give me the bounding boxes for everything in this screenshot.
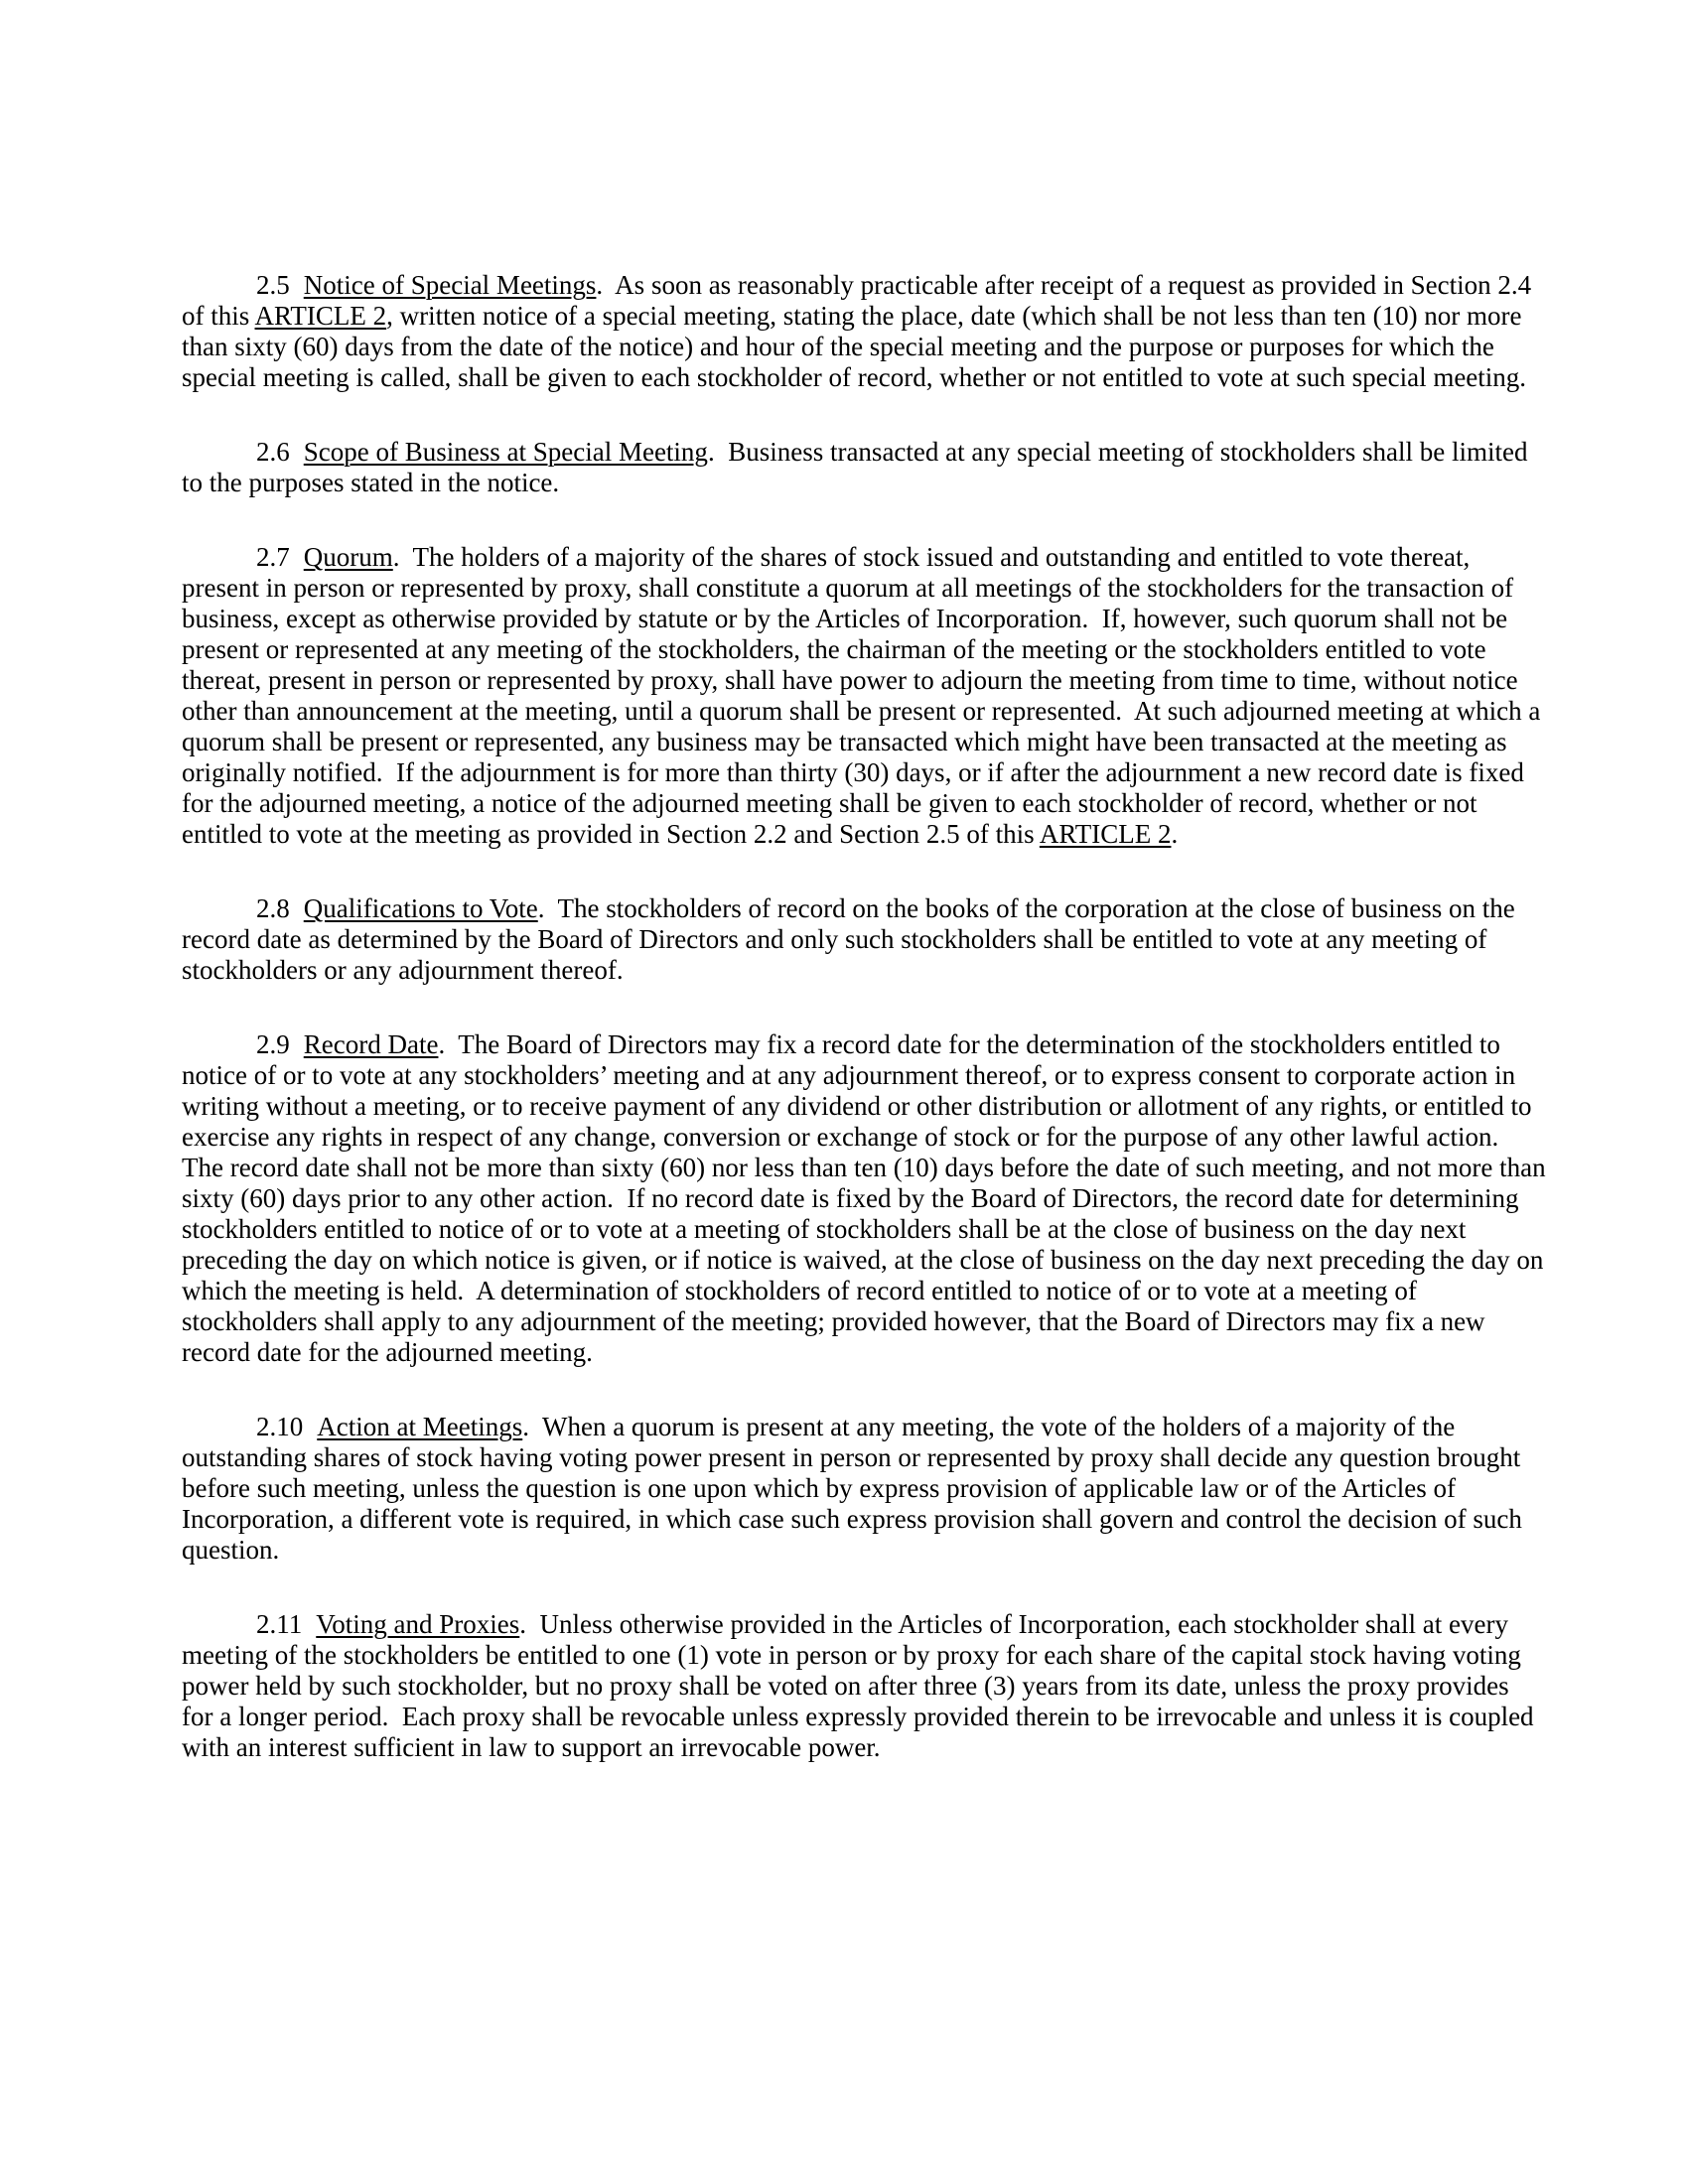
section-number: 2.6 — [256, 437, 290, 467]
section-title: Quorum — [303, 542, 393, 572]
section-paragraph-2.11 — [182, 1609, 1546, 1763]
section-title: Action at Meetings — [317, 1412, 523, 1441]
underlined-reference: ARTICLE 2 — [254, 301, 387, 331]
body-text: . — [1171, 819, 1179, 849]
section-number: 2.9 — [256, 1029, 290, 1059]
section-title: Notice of Special Meetings — [303, 270, 597, 300]
section-number: 2.5 — [256, 270, 290, 300]
body-text: . The holders of a majority of the shares of stock issued and outstanding and entitled to vote thereat, present in person or represented by proxy, shall constitute a quorum at all meetings of the stockholders for the transaction of business, except as otherwise provided by statute or by the Articles of Incorporation. If, however, such quorum shall not be present or represented at any meeting of the stockholders, the chairman of the meeting or the stockholders entitled to vote thereat, present in person or represented by proxy, shall have power to adjourn the meeting from time to time, without notice other than announcement at the meeting, until a quorum shall be present or represented. At such adjourned meeting at which a quorum shall be present or represented, any business may be transacted which might have been transacted at the meeting as originally notified. If the adjournment is for more than thirty (30) days, or if after the adjournment a new record date is fixed for the adjourned meeting, a notice of the adjourned meeting shall be given to each stockholder of record, whether or not entitled to vote at the meeting as provided in Section 2.2 and Section 2.5 of this — [182, 542, 1541, 849]
body-text: . Unless otherwise provided in the Articles of Incorporation, each stockholder shall at every meeting of the stockholders be entitled to one (1) vote in person or by proxy for each share of the capital stock having voting power held by such stockholder, but no proxy shall be voted on after three (3) years from its date, unless the proxy provides for a longer period. Each proxy shall be revocable unless expressly provided therein to be irrevocable and unless it is coupled with an interest sufficient in law to support an irrevocable power. — [182, 1609, 1534, 1762]
section-title: Qualifications to Vote — [303, 893, 538, 923]
section-paragraph-2.6 — [182, 437, 1546, 498]
section-title: Scope of Business at Special Meeting — [303, 437, 708, 467]
section-number: 2.11 — [256, 1609, 303, 1639]
section-paragraph-2.9 — [182, 1029, 1546, 1368]
section-number: 2.10 — [256, 1412, 304, 1441]
body-text: , written notice of a special meeting, stating the place, date (which shall be not less than ten (10) nor more than sixty (60) days from the date of the notice) and hour of the special meeting and the purpose or purposes for which the special meeting is called, shall be given to each stockholder of record, whether or not entitled to vote at such special meeting. — [182, 301, 1527, 392]
body-text: . Business transacted at any special meeting of stockholders shall be limited to the purposes stated in the notice. — [182, 437, 1528, 497]
section-paragraph-2.5 — [182, 270, 1546, 393]
section-paragraph-2.10 — [182, 1412, 1546, 1566]
underlined-reference: ARTICLE 2 — [1039, 819, 1172, 849]
section-title: Record Date — [303, 1029, 439, 1059]
section-title: Voting and Proxies — [316, 1609, 520, 1639]
section-paragraph-2.8 — [182, 893, 1546, 986]
body-text: . As soon as reasonably practicable after receipt of a request as provided in Section 2.4 of this — [182, 270, 1532, 331]
body-text: . The Board of Directors may fix a record date for the determination of the stockholders entitled to notice of or to vote at any stockholders’ meeting and at any adjournment thereof, or to express consent to corporate action in writing without a meeting, or to receive payment of any dividend or other distribution or allotment of any rights, or entitled to exercise any rights in respect of any change, conversion or exchange of stock or for the purpose of any other lawful action. The record date shall not be more than sixty (60) nor less than ten (10) days before the date of such meeting, and not more than sixty (60) days prior to any other action. If no record date is fixed by the Board of Directors, the record date for determining stockholders entitled to notice of or to vote at a meeting of stockholders shall be at the close of business on the day next preceding the day on which notice is given, or if notice is waived, at the close of business on the day next preceding the day on which the meeting is held. A determination of stockholders of record entitled to notice of or to vote at a meeting of stockholders shall apply to any adjournment of the meeting; provided however, that the Board of Directors may fix a new record date for the adjourned meeting. — [182, 1029, 1546, 1367]
section-number: 2.8 — [256, 893, 290, 923]
body-text: . When a quorum is present at any meeting, the vote of the holders of a majority of the outstanding shares of stock having voting power present in person or represented by proxy shall decide any question brought before such meeting, unless the question is one upon which by express provision of applicable law or of the Articles of Incorporation, a different vote is required, in which case such express provision shall govern and control the decision of such question. — [182, 1412, 1522, 1565]
section-number: 2.7 — [256, 542, 290, 572]
body-text: . The stockholders of record on the books of the corporation at the close of business on the record date as determined by the Board of Directors and only such stockholders shall be entitled to vote at any meeting of stockholders or any adjournment thereof. — [182, 893, 1515, 985]
section-paragraph-2.7 — [182, 542, 1546, 850]
